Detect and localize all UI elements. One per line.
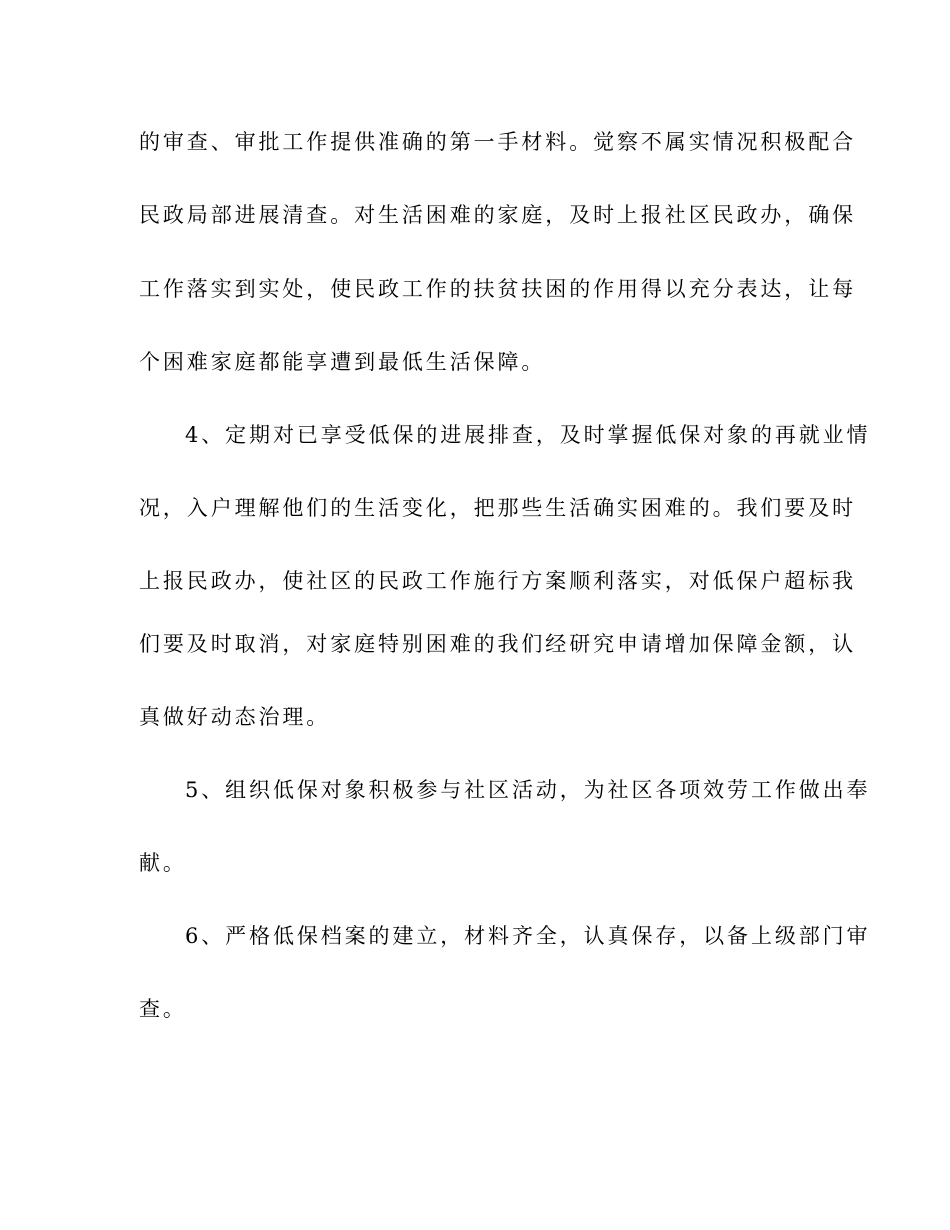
- paragraph-3-line-1: 5、组织低保对象积极参与社区活动，为社区各项效劳工作做出奉: [185, 778, 871, 802]
- paragraph-1-line-2: 民政局部进展清查。对生活困难的家庭，及时上报社区民政办，确保: [139, 203, 856, 227]
- paragraph-2-line-5: 真做好动态治理。: [139, 705, 331, 729]
- paragraph-2-line-1: 4、定期对已享受低保的进展排查，及时掌握低保对象的再就业情: [185, 423, 871, 447]
- paragraph-4-line-1: 6、严格低保档案的建立，材料齐全，认真保存，以备上级部门审: [185, 924, 871, 948]
- paragraph-3-line-2: 献。: [139, 851, 187, 875]
- paragraph-2-line-3: 上报民政办，使社区的民政工作施行方案顺利落实，对低保户超标我: [139, 569, 856, 593]
- paragraph-1-line-4: 个困难家庭都能享遭到最低生活保障。: [139, 350, 546, 374]
- paragraph-4-line-2: 查。: [139, 997, 187, 1021]
- paragraph-1-line-3: 工作落实到实处，使民政工作的扶贫扶困的作用得以充分表达，让每: [139, 277, 856, 301]
- paragraph-2-line-4: 们要及时取消，对家庭特别困难的我们经研究申请增加保障金额，认: [139, 632, 856, 656]
- paragraph-1-line-1: 的审查、审批工作提供准确的第一手材料。觉察不属实情况积极配合: [139, 130, 856, 154]
- paragraph-2-line-2: 况，入户理解他们的生活变化，把那些生活确实困难的。我们要及时: [139, 496, 856, 520]
